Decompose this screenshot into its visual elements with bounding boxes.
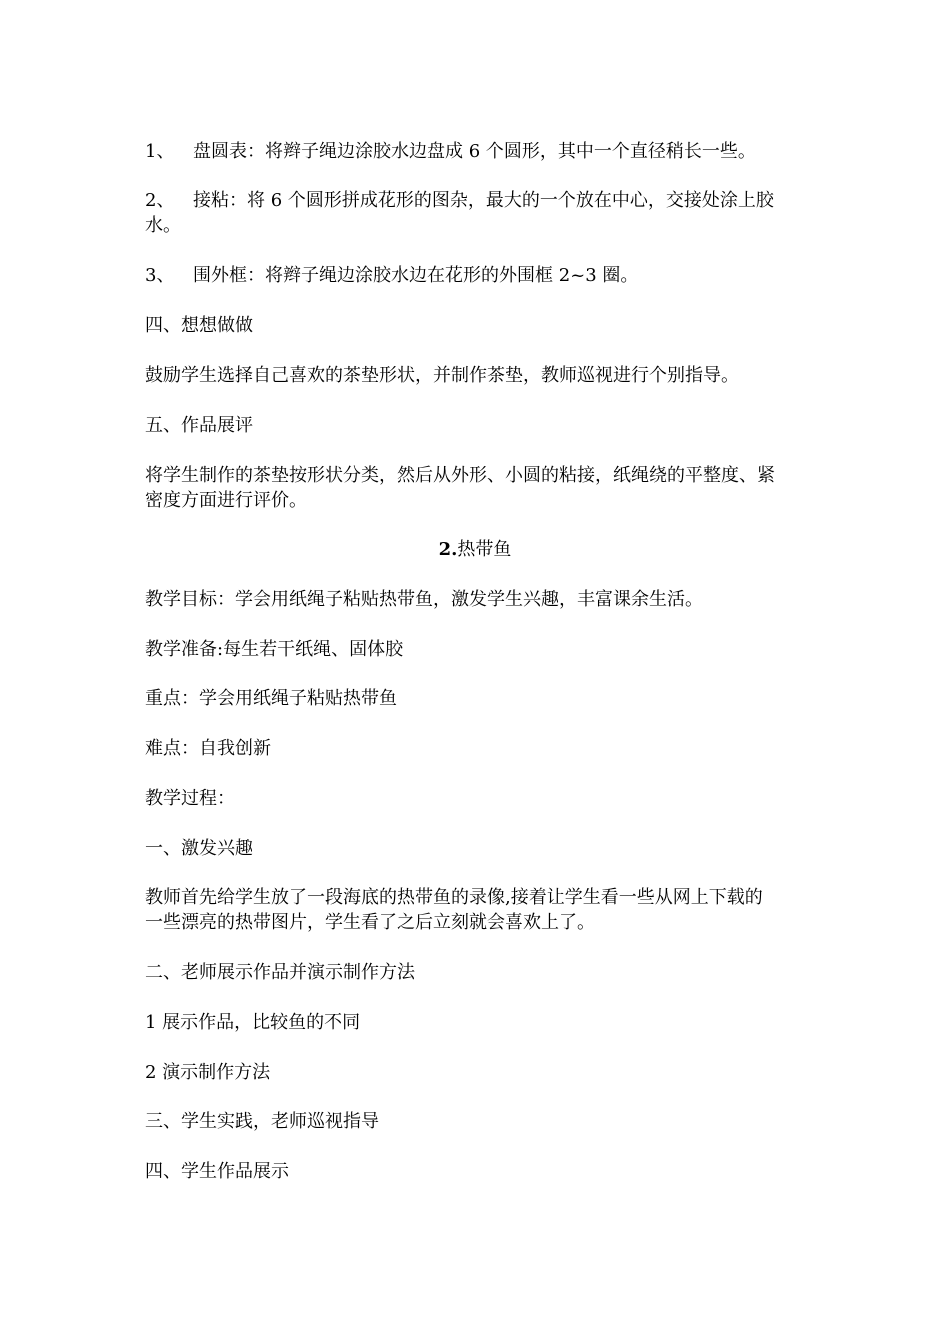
step-1	[145, 140, 815, 164]
step-2-continuation: 水。	[145, 215, 181, 236]
lesson-2-prep: 教学准备:每生若干纸绳、固体胶	[145, 639, 404, 660]
part-1-body-line-1: 教师首先给学生放了一段海底的热带鱼的录像,接着让学生看一些从网上下载的	[145, 887, 763, 908]
step-3	[145, 264, 815, 288]
section-5-body-line-2: 密度方面进行评价。	[145, 490, 307, 511]
section-4-heading: 四、想想做做	[145, 315, 253, 336]
part-2-item-1: 1 展示作品，比较鱼的不同	[145, 1012, 361, 1033]
lesson-2-process: 教学过程：	[145, 788, 235, 809]
part-2-heading: 二、老师展示作品并演示制作方法	[145, 962, 415, 983]
section-4-body: 鼓励学生选择自己喜欢的茶垫形状，并制作茶垫，教师巡视进行个别指导。	[145, 365, 739, 386]
lesson-2-goal: 教学目标：学会用纸绳子粘贴热带鱼，激发学生兴趣，丰富课余生活。	[145, 589, 703, 610]
step-2	[145, 189, 815, 213]
lesson-2-title	[0, 538, 950, 562]
step-1-text: 盘圆表：将辫子绳边涂胶水边盘成 6 个圆形，其中一个直径稍长一些。	[193, 141, 756, 162]
lesson-2-title-text: 热带鱼	[457, 539, 512, 560]
step-3-number: 3、	[145, 265, 175, 286]
part-1-body-line-2: 一些漂亮的热带图片，学生看了之后立刻就会喜欢上了。	[145, 912, 595, 933]
lesson-2-title-number: 2.	[438, 539, 458, 560]
step-2-number: 2、	[145, 190, 175, 211]
part-3-heading: 三、学生实践，老师巡视指导	[145, 1111, 379, 1132]
lesson-2-difficulty: 难点：自我创新	[145, 738, 271, 759]
lesson-2-key-point: 重点：学会用纸绳子粘贴热带鱼	[145, 688, 397, 709]
part-4-heading: 四、学生作品展示	[145, 1161, 289, 1182]
step-2-text: 接粘：将 6 个圆形拼成花形的图杂，最大的一个放在中心，交接处涂上胶	[193, 190, 774, 211]
part-1-heading: 一、激发兴趣	[145, 838, 253, 859]
part-2-item-2: 2 演示制作方法	[145, 1062, 271, 1083]
step-3-text: 围外框：将辫子绳边涂胶水边在花形的外围框 2~3 圈。	[193, 265, 639, 286]
step-1-number: 1、	[145, 141, 175, 162]
section-5-body-line-1: 将学生制作的茶垫按形状分类，然后从外形、小圆的粘接，纸绳绕的平整度、紧	[145, 465, 775, 486]
section-5-heading: 五、作品展评	[145, 415, 253, 436]
